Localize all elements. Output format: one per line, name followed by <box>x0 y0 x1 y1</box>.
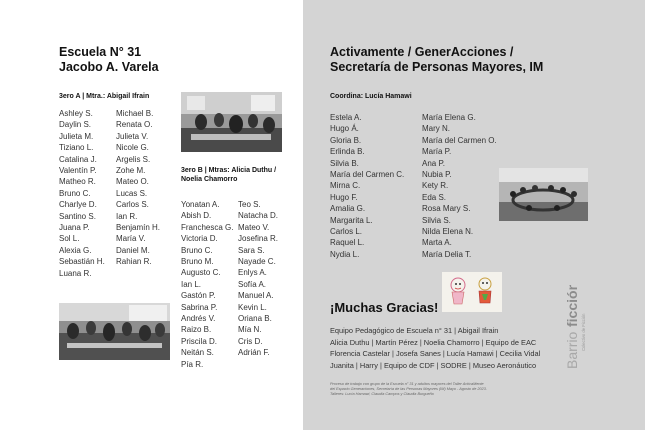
class-a-label: 3ero A | Mtra.: Abigail Ifrain <box>59 93 150 100</box>
list-item: Mary N. <box>422 124 450 134</box>
class-b-label-line-2: Noelia Chamorro <box>181 176 238 183</box>
list-item: Cris D. <box>238 336 263 346</box>
list-item: Daniel M. <box>116 245 150 255</box>
list-item: Bruno C. <box>181 245 213 255</box>
list-item: Mía N. <box>238 325 262 335</box>
list-item: Neitán S. <box>181 348 214 358</box>
barrioficcion-logo <box>560 285 588 370</box>
list-item: Josefina R. <box>238 234 279 244</box>
list-item: Equipo Pedagógico de Escuela n° 31 | Abigail Ifrain <box>330 326 499 335</box>
list-item: Nilda Elena N. <box>422 227 474 237</box>
list-item: Zohe M. <box>116 166 146 176</box>
list-item: Mateo V. <box>238 222 270 232</box>
list-item: Carlos S. <box>116 200 149 210</box>
list-item: Natacha D. <box>238 211 279 221</box>
list-item: Sol L. <box>59 234 80 244</box>
thanks-title: ¡Muchas Gracias! <box>330 300 439 315</box>
list-item: Ian R. <box>116 211 138 221</box>
logo-word-a: Barrio <box>564 331 580 369</box>
school-title-line-1: Escuela N° 31 <box>59 45 142 59</box>
list-item: Julieta M. <box>59 131 94 141</box>
list-item: Alicia Duthu | Martín Pérez | Noelia Chamorro | Equipo de EAC <box>330 337 537 347</box>
footnote-line-2: del Espacio Generaciones, Secretaría de las Personas Mayores (IM) Mayo - Agosto de 2023. <box>330 387 487 391</box>
list-item: Daylin S. <box>59 120 92 130</box>
program-title-line-1: Activamente / GenerAcciones / <box>330 45 514 59</box>
list-item: Marta A. <box>422 238 452 248</box>
list-item: Matheo R. <box>59 177 96 187</box>
list-item: Catalina J. <box>59 154 97 164</box>
list-item: Adrián F. <box>238 348 270 358</box>
class-b-column-2 <box>238 199 278 359</box>
list-item: Silvia S. <box>422 215 451 225</box>
list-item: Augusto C. <box>181 268 221 278</box>
footnote-line-1: Proceso de trabajo con grupo de la Escuela n° 31 y adultos mayores del Taller ActivaMente <box>330 382 484 386</box>
list-item: Luana R. <box>59 268 92 278</box>
list-item: Erlinda B. <box>330 147 365 157</box>
list-item: Rahian R. <box>116 257 152 267</box>
list-item: Bruno C. <box>59 188 91 198</box>
program-title <box>330 45 543 75</box>
list-item: Valentín P. <box>59 166 97 176</box>
list-item: Sabrina P. <box>181 302 218 312</box>
list-item: Santino S. <box>59 211 96 221</box>
list-item: Rosa Mary S. <box>422 204 471 214</box>
list-item: Alexia G. <box>59 245 92 255</box>
list-item: Priscila D. <box>181 336 218 346</box>
list-item: Nydia L. <box>330 249 360 259</box>
list-item: Charlye D. <box>59 200 97 210</box>
list-item: María Elena G. <box>422 113 476 122</box>
list-item: Carlos L. <box>330 227 363 237</box>
list-item: Eda S. <box>422 192 447 202</box>
credits-list <box>330 325 540 371</box>
seniors-column-2 <box>422 112 497 260</box>
classroom-photo <box>181 92 282 152</box>
list-item: Nayade C. <box>238 257 276 267</box>
list-item: Mirna C. <box>330 181 361 191</box>
list-item: Gastón P. <box>181 291 216 301</box>
list-item: Silvia B. <box>330 158 359 168</box>
list-item: Manuel A. <box>238 291 274 301</box>
list-item: Nubia P. <box>422 170 452 180</box>
school-title <box>59 45 159 75</box>
list-item: María P. <box>422 147 452 157</box>
program-title-line-2: Secretaría de Personas Mayores, IM <box>330 60 544 74</box>
list-item: Estela A. <box>330 113 362 122</box>
list-item: Lucas S. <box>116 188 148 198</box>
list-item: Sofía A. <box>238 279 267 289</box>
seniors-column-1 <box>330 112 404 260</box>
list-item: Amalia G. <box>330 204 366 214</box>
class-b-label <box>181 166 276 184</box>
list-item: Enlys A. <box>238 268 267 278</box>
list-item: Pía R. <box>181 359 204 369</box>
list-item: Victoria D. <box>181 234 218 244</box>
logo-word-b: ficción <box>564 285 580 327</box>
footnote <box>330 382 510 397</box>
list-item: Ana P. <box>422 158 445 168</box>
list-item: Abish D. <box>181 211 212 221</box>
list-item: Michael B. <box>116 109 154 118</box>
class-b-column-1 <box>181 199 233 370</box>
list-item: Hugo F. <box>330 192 358 202</box>
list-item: Raquel L. <box>330 238 365 248</box>
class-b-label-line-1: 3ero B | Mtras: Alicia Duthu / <box>181 167 277 174</box>
logo-tagline: Colectivo de Ficción <box>581 313 586 351</box>
list-item: Sebastián H. <box>59 257 105 267</box>
school-title-line-2: Jacobo A. Varela <box>59 60 159 74</box>
list-item: María Delia T. <box>422 249 472 259</box>
list-item: Franchesca G. <box>181 222 234 232</box>
list-item: Bruno M. <box>181 257 214 267</box>
list-item: Juanita | Harry | Equipo de CDF | SODRE | Museo Aeronáutico <box>330 360 537 370</box>
children-drawing <box>442 272 502 312</box>
list-item: Benjamín H. <box>116 223 161 233</box>
list-item: Juana P. <box>59 223 90 233</box>
list-item: Oriana B. <box>238 314 272 324</box>
footnote-line-3: Talleres: Lucía Hamawi, Claudia Campos y Claudia Burgueño <box>330 392 434 396</box>
list-item: Yonatan A. <box>181 200 220 209</box>
workshop-photo <box>59 303 170 360</box>
list-item: María del Carmen O. <box>422 135 497 145</box>
list-item: María V. <box>116 234 146 244</box>
list-item: Teo S. <box>238 200 261 209</box>
class-a-column-2 <box>116 108 160 268</box>
list-item: María del Carmen C. <box>330 170 405 180</box>
list-item: Renata O. <box>116 120 153 130</box>
list-item: Argelis S. <box>116 154 151 164</box>
list-item: Sara S. <box>238 245 265 255</box>
list-item: Ashley S. <box>59 109 93 118</box>
list-item: Raizo B. <box>181 325 212 335</box>
coordinator-label: Coordina: Lucía Hamawi <box>330 93 412 100</box>
list-item: Kevin L. <box>238 302 267 312</box>
list-item: Hugo Á. <box>330 124 359 134</box>
list-item: Florencia Castelar | Josefa Sanes | Lucía Hamawi | Cecilia Vidal <box>330 349 541 359</box>
list-item: Mateo O. <box>116 177 149 187</box>
class-a-column-1 <box>59 108 105 279</box>
list-item: Kety R. <box>422 181 449 191</box>
seniors-circle-photo <box>499 168 588 221</box>
list-item: Andrés V. <box>181 314 216 324</box>
list-item: Margarita L. <box>330 215 373 225</box>
list-item: Julieta V. <box>116 131 149 141</box>
list-item: Gloria B. <box>330 135 362 145</box>
list-item: Ian L. <box>181 279 202 289</box>
list-item: Nicole G. <box>116 143 149 153</box>
list-item: Tiziano L. <box>59 143 94 153</box>
